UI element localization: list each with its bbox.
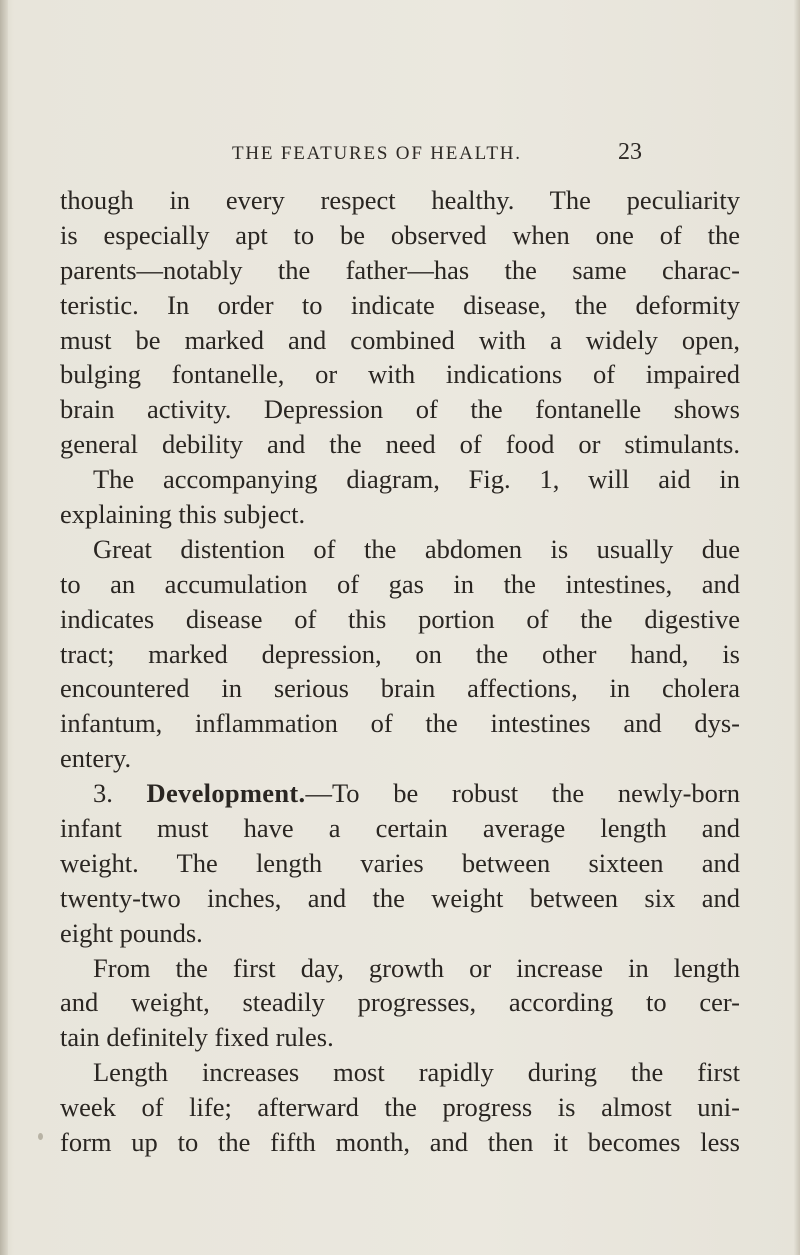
- text-line: The accompanying diagram, Fig. 1, will aid in: [93, 464, 740, 495]
- running-header-title: THE FEATURES OF HEALTH.: [232, 143, 522, 164]
- text-line: explaining this subject.: [60, 499, 306, 530]
- section-heading: Development.: [146, 778, 306, 809]
- text-line: teristic. In order to indicate disease, the deformity: [60, 289, 740, 320]
- text-line: Great distention of the abdomen is usually due: [93, 533, 740, 564]
- text-line: and weight, steadily progresses, according to cer-: [60, 987, 740, 1018]
- text-line: Length increases most rapidly during the first: [93, 1057, 740, 1088]
- section-heading-continuation: —To be robust the newly-born: [305, 778, 740, 809]
- page-number: 23: [618, 139, 642, 165]
- page-edge-shadow: [794, 0, 800, 1255]
- text-line: to an accumulation of gas in the intestines, and: [60, 568, 740, 599]
- section-number: 3.: [93, 778, 113, 809]
- text-line: indicates disease of this portion of the digestive: [60, 603, 740, 634]
- text-line: tract; marked depression, on the other hand, is: [60, 638, 740, 669]
- running-header: [232, 139, 642, 173]
- text-line: general debility and the need of food or stimulants.: [60, 429, 740, 460]
- text-line: parents—notably the father—has the same charac-: [60, 254, 740, 285]
- section-heading-line: [60, 776, 740, 811]
- page-gutter-shadow: [0, 0, 8, 1255]
- text-line: is especially apt to be observed when one of the: [60, 219, 740, 250]
- text-line: infant must have a certain average length and: [60, 813, 740, 844]
- text-line: encountered in serious brain affections, in cholera: [60, 673, 740, 704]
- text-line: week of life; afterward the progress is almost uni-: [60, 1092, 740, 1123]
- text-line: bulging fontanelle, or with indications of impaired: [60, 359, 740, 390]
- text-line: must be marked and combined with a widely open,: [60, 324, 740, 355]
- text-line: brain activity. Depression of the fontanelle shows: [60, 394, 740, 425]
- text-line: entery.: [60, 743, 132, 774]
- text-line: tain definitely fixed rules.: [60, 1022, 334, 1053]
- text-line: eight pounds.: [60, 917, 203, 948]
- text-line: From the first day, growth or increase in length: [93, 952, 740, 983]
- text-line: weight. The length varies between sixteen and: [60, 847, 740, 878]
- text-line: form up to the fifth month, and then it becomes less: [60, 1127, 740, 1158]
- text-line: though in every respect healthy. The peculiarity: [60, 185, 740, 215]
- paper-blemish: [38, 1133, 43, 1140]
- body-text: [60, 183, 740, 1160]
- text-line: twenty-two inches, and the weight between six and: [60, 882, 740, 913]
- text-line: infantum, inflammation of the intestines and dys-: [60, 708, 740, 739]
